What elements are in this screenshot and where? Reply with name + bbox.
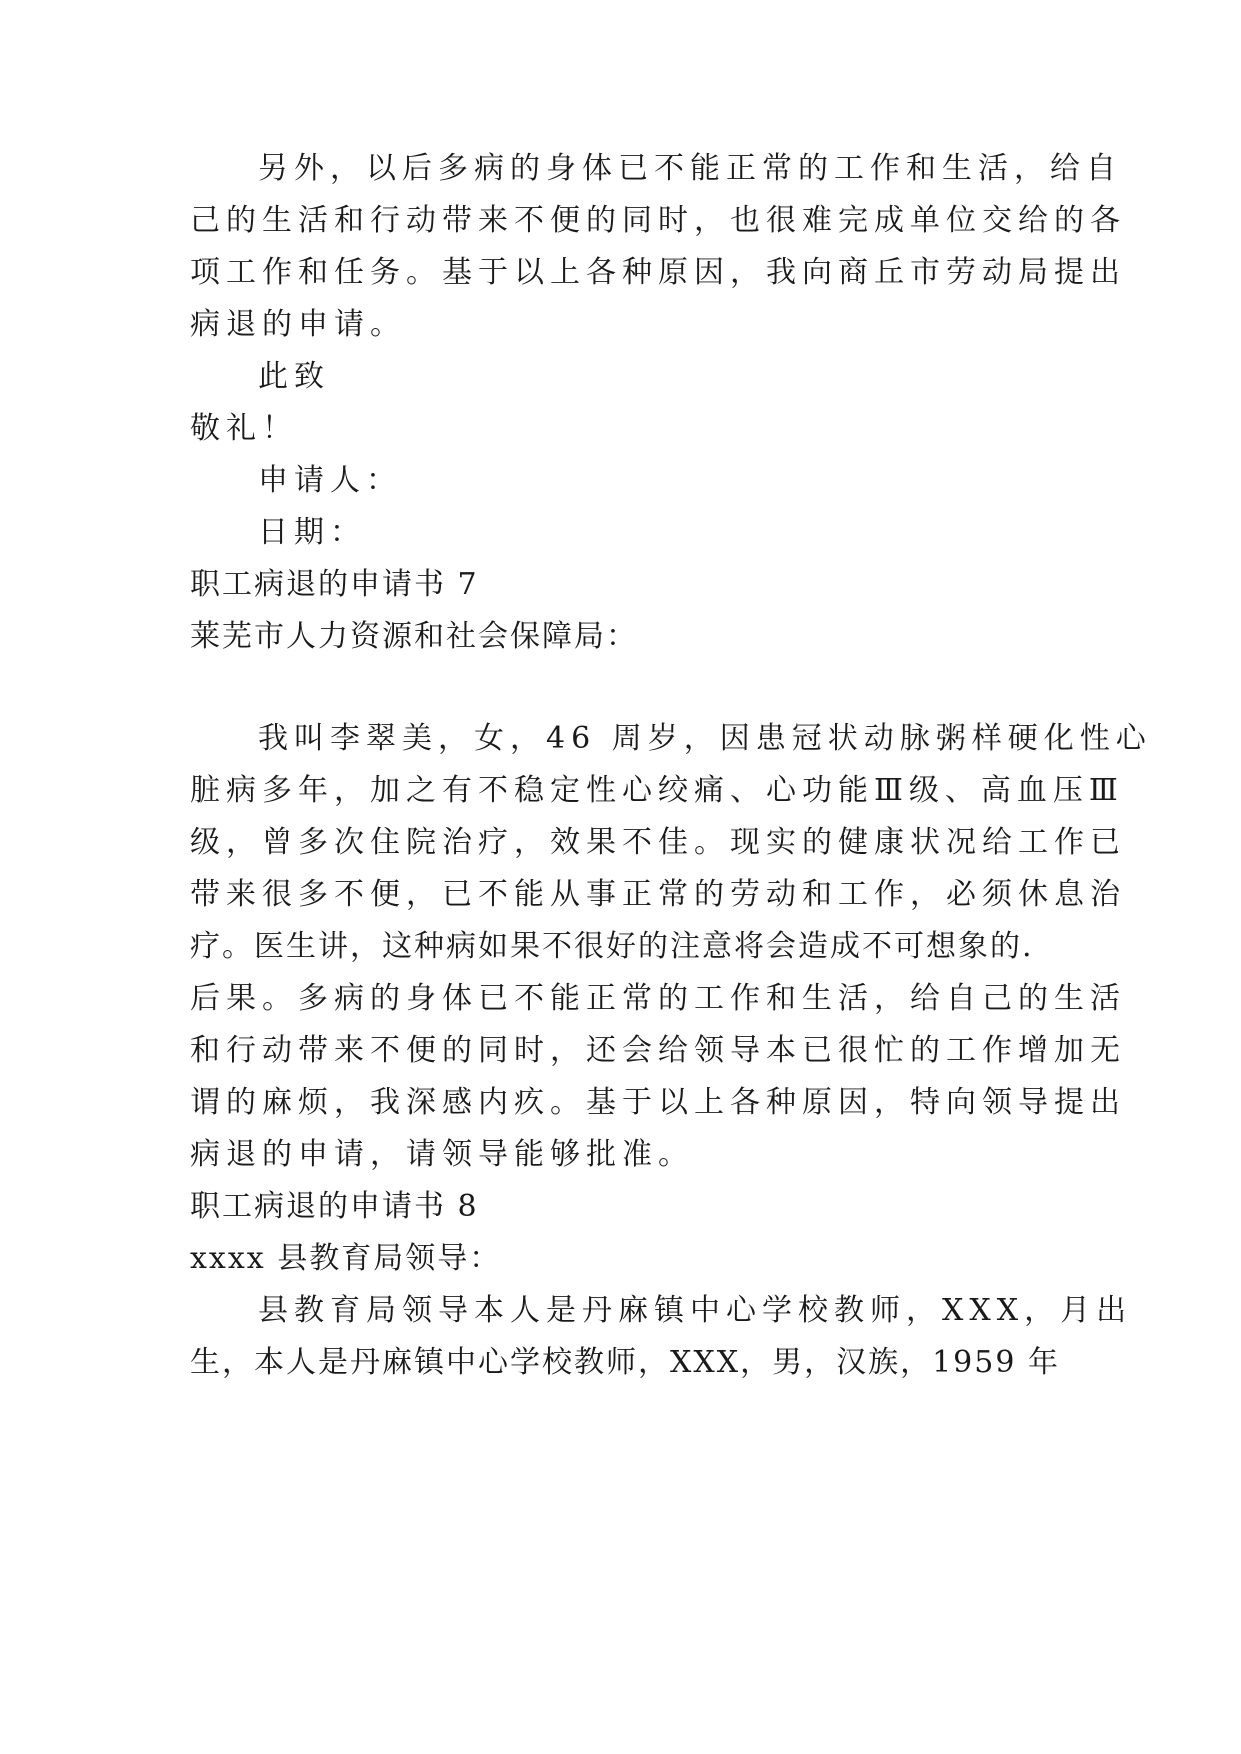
paragraph-line: 县教育局领导本人是丹麻镇中心学校教师，XXX，月出 — [258, 1293, 1133, 1328]
paragraph-line: 后果。多病的身体已不能正常的工作和生活，给自己的生活 — [190, 981, 1126, 1016]
paragraph-line: 脏病多年，加之有不稳定性心绞痛、心功能Ⅲ级、高血压Ⅲ — [190, 773, 1124, 808]
date-label: 日期： — [258, 515, 366, 550]
paragraph-line: 我叫李翠美，女，46 周岁，因患冠状动脉粥样硬化性心 — [258, 721, 1152, 756]
addressee-8: xxxx 县教育局领导： — [190, 1241, 502, 1276]
paragraph-line: 病退的申请，请领导能够批准。 — [190, 1137, 694, 1172]
paragraph-line: 级，曾多次住院治疗，效果不佳。现实的健康状况给工作已 — [190, 825, 1126, 860]
section-heading-7: 职工病退的申请书 7 — [190, 567, 479, 602]
paragraph-line: 病退的申请。 — [190, 307, 406, 342]
paragraph-line: 带来很多不便，已不能从事正常的劳动和工作，必须休息治 — [190, 877, 1126, 912]
paragraph-line: 谓的麻烦，我深感内疚。基于以上各种原因，特向领导提出 — [190, 1085, 1126, 1120]
closing-text: 此致 — [258, 359, 330, 394]
paragraph-line: 己的生活和行动带来不便的同时，也很难完成单位交给的各 — [190, 203, 1126, 238]
paragraph-line: 另外，以后多病的身体已不能正常的工作和生活，给自 — [258, 151, 1122, 186]
salute-text: 敬礼！ — [190, 411, 298, 446]
paragraph-line: 和行动带来不便的同时，还会给领导本已很忙的工作增加无 — [190, 1033, 1126, 1068]
paragraph-line: 生，本人是丹麻镇中心学校教师，XXX，男，汉族，1959 年 — [190, 1345, 1060, 1380]
applicant-label: 申请人： — [258, 463, 402, 498]
section-heading-8: 职工病退的申请书 8 — [190, 1189, 479, 1224]
paragraph-line: 疗。医生讲，这种病如果不很好的注意将会造成不可想象的. — [190, 929, 1034, 964]
paragraph-line: 项工作和任务。基于以上各种原因，我向商丘市劳动局提出 — [190, 255, 1126, 290]
addressee-7: 莱芜市人力资源和社会保障局： — [190, 619, 638, 654]
